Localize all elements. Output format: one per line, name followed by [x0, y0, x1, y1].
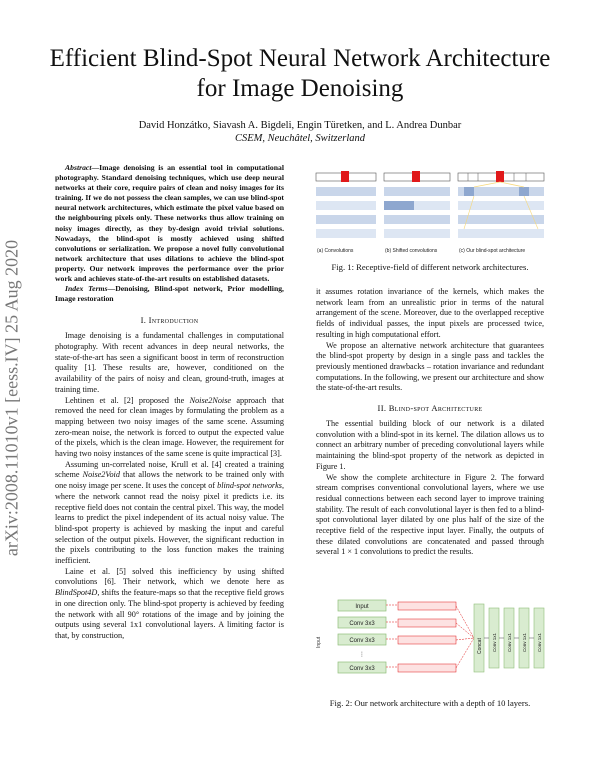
figure-1-caption: Fig. 1: Receptive-field of different network architectures. — [331, 262, 529, 272]
section-heading-intro: I. Introduction — [140, 315, 199, 326]
fig1-label-a: (a) Convolutions — [317, 248, 354, 254]
right-paragraph-2: We propose an alternative network architecture that guarantees the blind-spot property by design in a single pass and tackles the previously mentioned drawbacks – rotation invariance and redundant computations. In the following, we present our architecture and show the state-of-the-art results. — [316, 340, 544, 393]
index-terms — [55, 284, 284, 304]
affiliation: CSEM, Neuchâtel, Switzerland — [234, 133, 366, 144]
fig1-label-c: (c) Our blind-spot architecture — [459, 248, 526, 254]
fig2-ellipsis: ⋮ — [359, 652, 365, 658]
fig1a-target-pixel — [341, 171, 349, 182]
fig2-side-label: Input — [316, 636, 322, 648]
svg-text:Conv 3x3: Conv 3x3 — [349, 638, 375, 644]
paper-title: Efficient Blind-Spot Neural Network Architecture for Image Denoising — [49, 45, 551, 102]
right-paragraph-1: it assumes rotation invariance of the kernels, which makes the network learn from an unrealistic prior in terms of the natural arrangement of the scene. Moreover, due to the overlapped receptive fields of individual passes, the input pixels are processed twice, resulting in high computational effort. — [316, 287, 544, 339]
fig2-output-2 — [504, 608, 514, 668]
svg-text:Conv 1x1: Conv 1x1 — [522, 632, 527, 652]
figure-2-architecture — [316, 598, 546, 690]
fig1-panel-shifted — [384, 171, 450, 254]
arxiv-identifier: arXiv:2008.11010v1 [eess.IV] 25 Aug 2020 — [1, 239, 22, 557]
figure-1-receptive-fields — [314, 165, 546, 257]
fig2-block-conv-2 — [338, 634, 386, 645]
fig1-panel-ours — [458, 171, 544, 254]
right-column-upper — [316, 287, 544, 558]
fig2-output-3 — [519, 608, 529, 668]
right-paragraph-4: We show the complete architecture in Figure 2. The forward stream comprises conventional convolutional layers, where we use residual connections between each second layer to improve training stability. The result of each convolutional layer is then fed to a blind-spot convolutional layer dilated by one plus half of the size of the receptive field of the respective input layer. Finally, the outputs of these dilated convolutions are concatenated and passed through several 1 × 1 convolutions to predict the results. — [316, 472, 544, 557]
fig2-block-conv-1 — [338, 617, 386, 628]
fig2-output-1 — [489, 608, 499, 668]
abstract-label: Abstract — [65, 163, 92, 172]
left-column — [55, 163, 284, 642]
right-paragraph-3: The essential building block of our network is a dilated convolution with a blind-spot in its kernel. The dilation allows us to connect an arbitrary number of preceding convolutional layers while maintaining the blind-spot property of the network as depicted in Figure 1. — [316, 419, 544, 471]
svg-text:Input: Input — [355, 604, 369, 610]
svg-text:Conv 1x1: Conv 1x1 — [492, 632, 497, 652]
index-terms-label: Index Terms — [65, 284, 108, 294]
svg-text:Concat: Concat — [477, 638, 483, 654]
intro-paragraph-1: Image denoising is a fundamental challenges in computational photography. With recent advances in deep neural networks, the state-of-the-art has seen a significant boost in term of reconstruction quality [1]. These results are, however, conditioned on the availability of the pairs of noisy and clean, ground-truth, images at training time. — [55, 331, 284, 394]
fig2-block-conv-3 — [338, 662, 386, 673]
intro-paragraph-2: Lehtinen et al. [2] proposed the Noise2Noise approach that removed the need for clean images by formulating the problem as a mapping between two noisy images of the same scene. Assuming zero-mean noise, the network is forced to output the expected value of the pixels, which is the clean image. However, the requirement for having two noisy instances of the same scene is quite impractical [3]. — [55, 395, 285, 459]
svg-text:Conv 3x3: Conv 3x3 — [349, 666, 375, 672]
svg-text:Conv 1x1: Conv 1x1 — [507, 632, 512, 652]
figure-2-caption: Fig. 2: Our network architecture with a depth of 10 layers. — [329, 698, 531, 708]
abstract-text: —Image denoising is an essential tool in computational photography. Standard denoising techniques, which use deep neural networks at their core, require pairs of clean and noisy images for its training. If we do not possess the clean samples, we can use blind-spot neural network architectures, which estimate the pixel value based on the neighbouring pixels only. These networks thus allow training on noisy images directly, as they by-design avoid trivial solutions. Nowadays, the blind-spot is mostly achieved using shifted convolutions or serialization. We propose a novel fully convolutional network architecture that uses dilations to achieve the blind-spot property. Our network improves the performance over the prior work and achieves state-of-the-art results on established datasets. — [55, 163, 284, 284]
fig2-output-4 — [534, 608, 544, 668]
section-heading-blindspot: II. Blind-spot Architecture — [377, 403, 483, 414]
fig2-block-input — [338, 600, 386, 611]
fig2-concat — [474, 604, 484, 672]
authors: David Honzátko, Siavash A. Bigdeli, Engin Türetken, and L. Andrea Dunbar — [138, 120, 462, 131]
fig1-label-b: (b) Shifted convolutions — [385, 248, 438, 254]
intro-paragraph-4: Laine et al. [5] solved this inefficiency by using shifted convolutions [6]. Their network, which we denote here as BlindSpot4D, shifts the feature-maps so that the receptive field grows in one direction only. The blind-spot property is achieved by feeding the network with all 90° rotations of the image and by joining the outputs using several 1x1 convolutional layers. A limiting factor is that, by construction, — [55, 566, 284, 640]
intro-paragraph-3: Assuming un-correlated noise, Krull et al. [4] created a training scheme Noise2Void that allows the network to be trained only with one noisy image per scene. It uses the concept of blind-spot networks, where the network cannot read the noisy pixel it predicts i.e. its receptive field does not contain the central pixel. This way, the model learns to predict the pixel independent of its actual noisy value. The blind-spot property is achieved by masking the input and careful selection of the output pixels. However, the significant reduction in the pixels contributing to the loss function makes the training inefficient. — [55, 459, 284, 566]
fig1-panel-convolutions — [316, 171, 376, 254]
svg-text:Conv 1x1: Conv 1x1 — [537, 632, 542, 652]
abstract — [55, 163, 284, 284]
svg-text:Conv 3x3: Conv 3x3 — [349, 621, 375, 627]
index-terms-text: —Denoising, Blind-spot network, Prior modelling, Image restoration — [55, 284, 284, 304]
